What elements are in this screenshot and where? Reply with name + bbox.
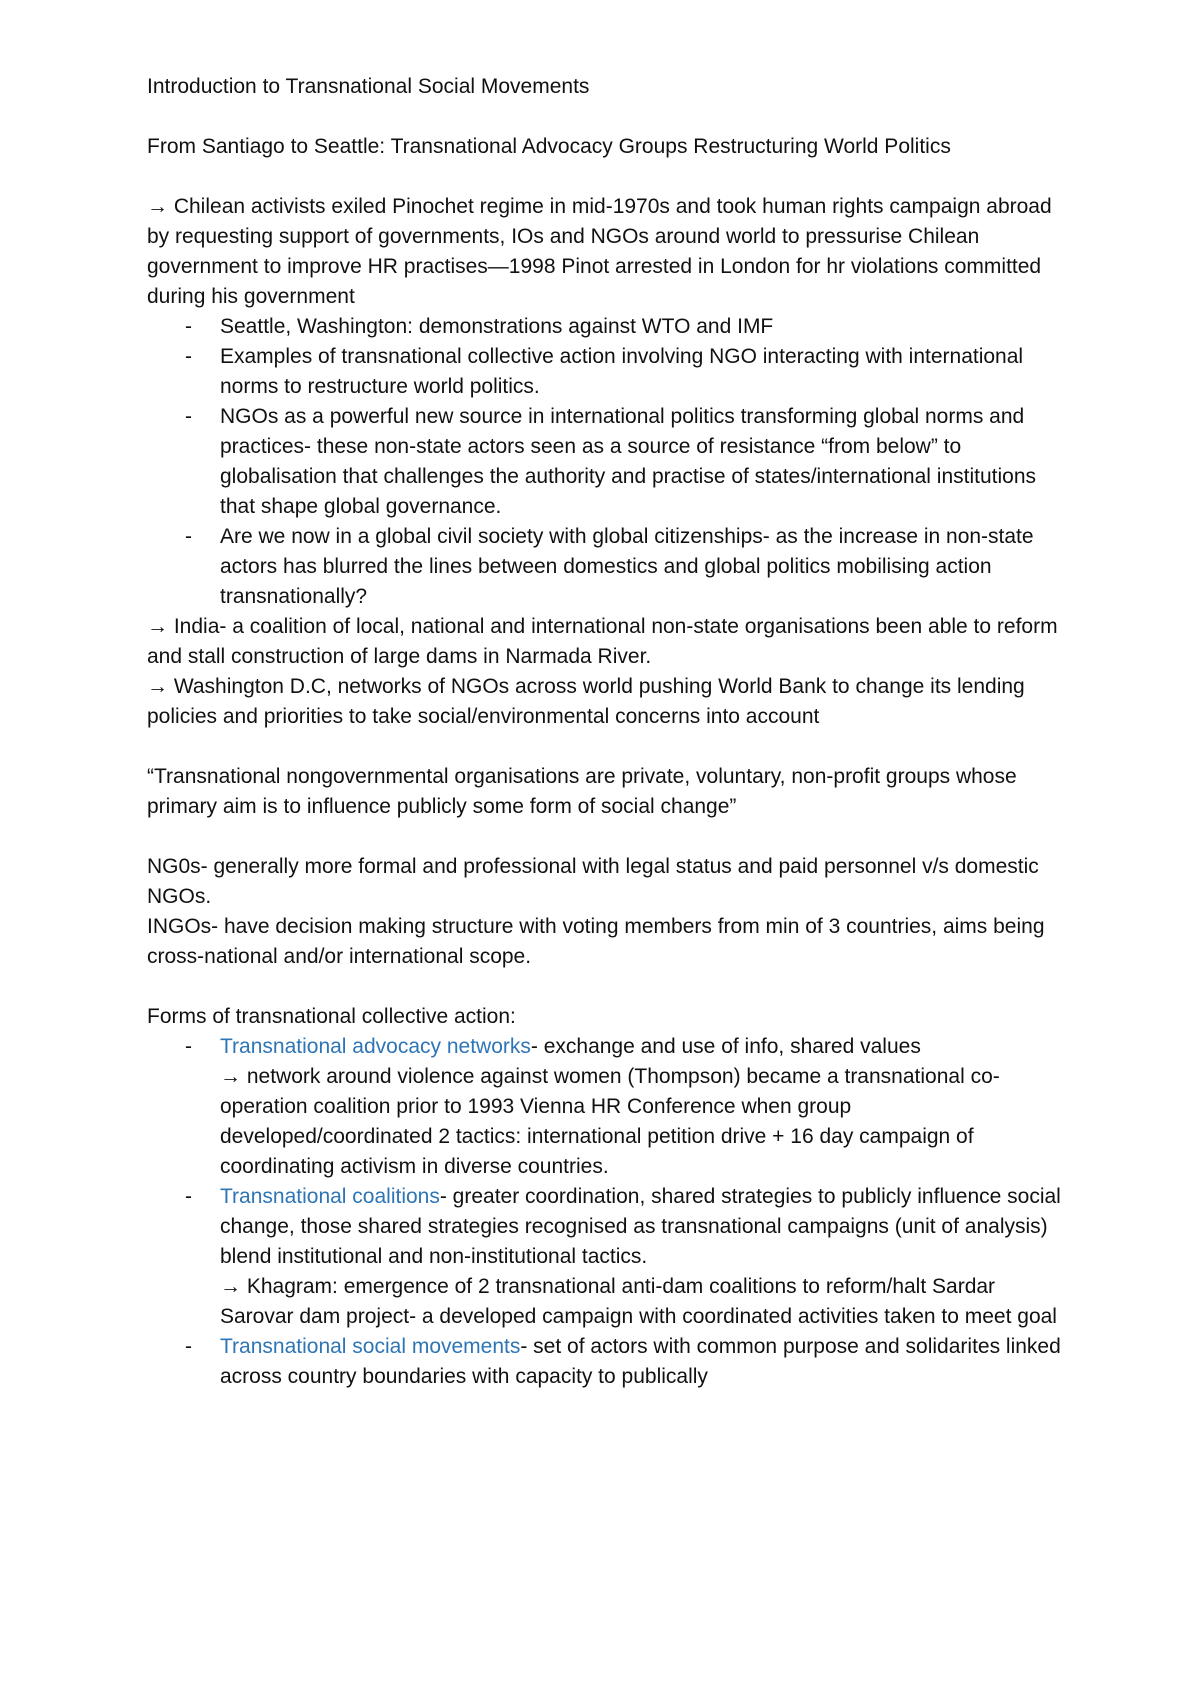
- chile-paragraph: [147, 192, 1067, 312]
- arrow-icon: →: [147, 675, 168, 698]
- chile-text: Chilean activists exiled Pinochet regime in mid-1970s and took human rights campaign abroad by requesting support of governments, IOs and NGOs around world to pressurise Chilean government to improve HR practises—1998 Pinot arrested in London for hr violations committed during his government: [147, 195, 1052, 308]
- document-title: Introduction to Transnational Social Movements: [147, 75, 590, 98]
- section-heading: From Santiago to Seattle: Transnational Advocacy Groups Restructuring World Politics: [147, 135, 951, 158]
- term-example: network around violence against women (Thompson) became a transnational co-operation coalition prior to 1993 Vienna HR Conference when group developed/coordinated 2 tactics: international petition drive + 16 day campaign of coordinating activism in diverse countries.: [220, 1065, 1000, 1178]
- term-advocacy-networks: Transnational advocacy networks: [220, 1035, 531, 1058]
- arrow-icon: →: [147, 195, 168, 218]
- ngos-paragraph: NG0s- generally more formal and professional with legal status and paid personnel v/s domestic NGOs.: [147, 855, 1039, 908]
- term-example: Khagram: emergence of 2 transnational anti-dam coalitions to reform/halt Sardar Sarovar dam project- a developed campaign with coordinated activities taken to meet goal: [220, 1275, 1057, 1328]
- india-paragraph: [147, 612, 1067, 672]
- washington-paragraph: [147, 672, 1067, 732]
- term-description: - exchange and use of info, shared values: [530, 1035, 921, 1058]
- arrow-icon: →: [220, 1275, 241, 1298]
- ingos-paragraph: INGOs- have decision making structure with voting members from min of 3 countries, aims being cross-national and/or international scope.: [147, 915, 1045, 968]
- list-item: [147, 1332, 1067, 1392]
- forms-list: [147, 1032, 1067, 1392]
- list-item: - Are we now in a global civil society with global citizenships- as the increase in non-state actors has blurred the lines between domestics and global politics mobilising action transnationally?: [147, 522, 1067, 612]
- forms-heading: Forms of transnational collective action:: [147, 1005, 516, 1028]
- list-item: - NGOs as a powerful new source in international politics transforming global norms and practices- these non-state actors seen as a source of resistance “from below” to globalisation that challenges the authority and practise of states/international institutions that shape global governance.: [147, 402, 1067, 522]
- arrow-icon: →: [220, 1065, 241, 1088]
- definition-quote: “Transnational nongovernmental organisations are private, voluntary, non-profit groups whose primary aim is to influence publicly some form of social change”: [147, 765, 1017, 818]
- term-description: - set of actors with common purpose and solidarites linked across country boundaries with capacity to publically: [220, 1335, 1061, 1388]
- bullet-list: [147, 312, 1067, 612]
- list-item: - Seattle, Washington: demonstrations against WTO and IMF: [147, 312, 1067, 342]
- india-text: India- a coalition of local, national and international non-state organisations been able to reform and stall construction of large dams in Narmada River.: [147, 615, 1058, 668]
- term-coalitions: Transnational coalitions: [220, 1185, 440, 1208]
- arrow-icon: →: [147, 615, 168, 638]
- list-item: - Examples of transnational collective action involving NGO interacting with international norms to restructure world politics.: [147, 342, 1067, 402]
- list-item: [147, 1032, 1067, 1182]
- list-item: [147, 1182, 1067, 1332]
- washington-text: Washington D.C, networks of NGOs across world pushing World Bank to change its lending policies and priorities to take social/environmental concerns into account: [147, 675, 1025, 728]
- document-page: [147, 72, 1067, 1392]
- term-description: - greater coordination, shared strategies to publicly influence social change, those shared strategies recognised as transnational campaigns (unit of analysis) blend institutional and non-institutional tactics.: [220, 1185, 1061, 1268]
- term-social-movements: Transnational social movements: [220, 1335, 521, 1358]
